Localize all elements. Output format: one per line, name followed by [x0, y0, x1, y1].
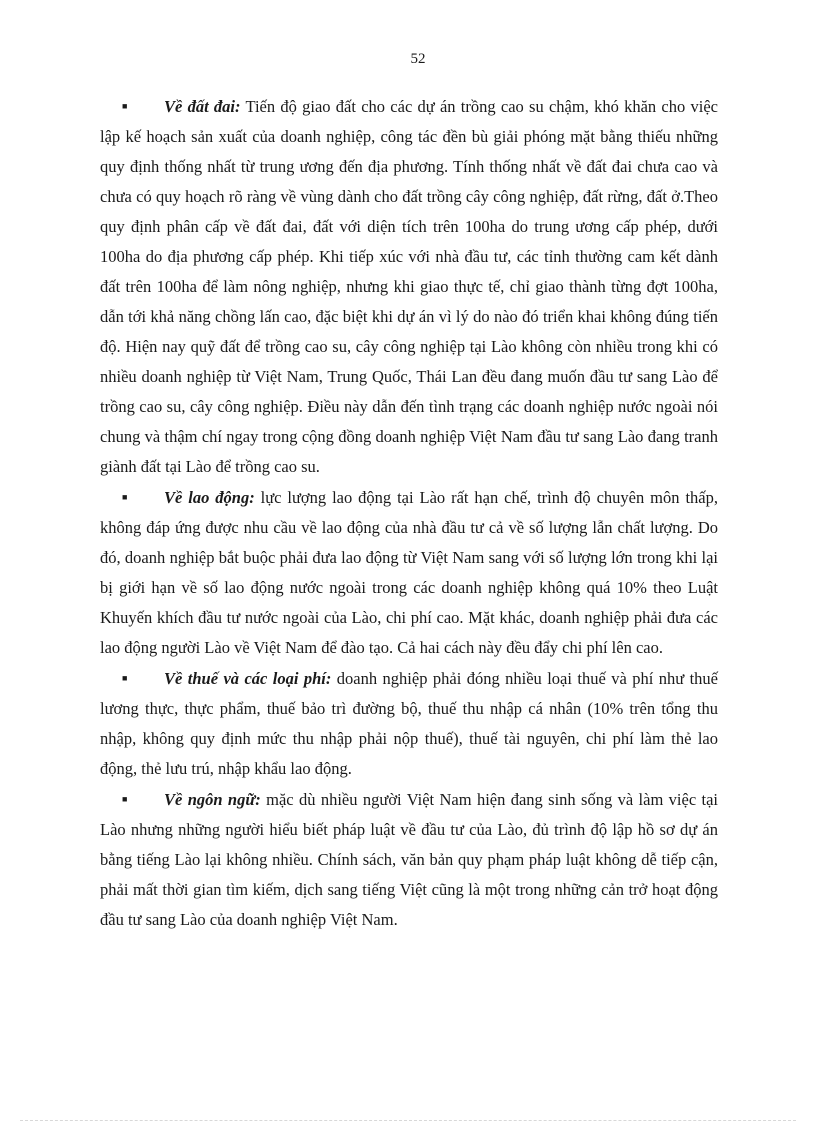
paragraph-text: Tiến độ giao đất cho các dự án trồng cao su chậm, khó khăn cho việc lập kế hoạch sản xuất của doanh nghiệp, công tác đền bù giải phóng mặt bằng thiếu những quy định thống nhất từ trung ương đến địa phương. Tính thống nhất về đất đai chưa cao và chưa có quy hoạch rõ ràng về vùng dành cho đất trồng cây công nghiệp, đất rừng, đất ở.Theo quy định phân cấp về đất đai, đất với diện tích trên 100ha do trung ương cấp phép, dưới 100ha do địa phương cấp phép. Khi tiếp xúc với nhà đầu tư, các tỉnh thường cam kết dành đất trên 100ha để làm nông nghiệp, nhưng khi giao thực tế, chỉ giao thành từng đợt 100ha, dẫn tới khả năng chồng lấn cao, đặc biệt khi dự án vì lý do nào đó triển khai không đúng tiến độ. Hiện nay quỹ đất để trồng cao su, cây công nghiệp tại Lào không còn nhiều trong khi có nhiều doanh nghiệp từ Việt Nam, Trung Quốc, Thái Lan đều đang muốn đầu tư sang Lào để trồng cao su, cây công nghiệp. Điều này dẫn đến tình trạng các doanh nghiệp nước ngoài nói chung và thậm chí ngay trong cộng đồng doanh nghiệp Việt Nam đầu tư sang Lào đang tranh giành đất tại Lào để trồng cao su.: [100, 97, 718, 476]
bullet-square-icon: ■: [122, 101, 128, 111]
page-bottom-divider: [20, 1120, 796, 1121]
paragraph-taxes-fees: [100, 663, 718, 784]
paragraph-text: mặc dù nhiều người Việt Nam hiện đang sinh sống và làm việc tại Lào nhưng những người hiểu biết pháp luật về đầu tư của Lào, đủ trình độ lập hồ sơ dự án bằng tiếng Lào lại không nhiều. Chính sách, văn bản quy phạm pháp luật không dễ tiếp cận, phải mất thời gian tìm kiếm, dịch sang tiếng Việt cũng là một trong những cản trở hoạt động đầu tư sang Lào của doanh nghiệp Việt Nam.: [100, 790, 719, 929]
bullet-square-icon: ■: [122, 794, 128, 804]
paragraph-heading: Về ngôn ngữ:: [164, 790, 261, 809]
paragraph-heading: Về lao động:: [164, 488, 255, 507]
paragraph-language: [100, 784, 718, 935]
paragraph-heading: Về thuế và các loại phí:: [164, 669, 332, 688]
bullet-square-icon: ■: [122, 673, 128, 683]
body-text: [100, 91, 718, 935]
paragraph-heading: Về đất đai:: [164, 97, 241, 116]
paragraph-labor: [100, 482, 718, 663]
page-number: 52: [410, 51, 426, 67]
paragraph-text: lực lượng lao động tại Lào rất hạn chế, trình độ chuyên môn thấp, không đáp ứng được nhu cầu về lao động của nhà đầu tư cả về số lượng lẫn chất lượng. Do đó, doanh nghiệp bắt buộc phải đưa lao động từ Việt Nam sang với số lượng lớn trong khi lại bị giới hạn về số lao động nước ngoài trong các doanh nghiệp không quá 10% theo Luật Khuyến khích đầu tư nước ngoài của Lào, chi phí cao. Mặt khác, doanh nghiệp phải đưa các lao động người Lào về Việt Nam để đào tạo. Cả hai cách này đều đẩy chi phí lên cao.: [100, 488, 718, 657]
paragraph-text: doanh nghiệp phải đóng nhiều loại thuế và phí như thuế lương thực, thực phẩm, thuế bảo trì đường bộ, thuế thu nhập cá nhân (10% trên tổng thu nhập, không quy định mức thu nhập phải nộp thuế), thuế tài nguyên, chi phí làm thẻ lao động, thẻ lưu trú, nhập khẩu lao động.: [100, 669, 718, 778]
bullet-square-icon: ■: [122, 492, 128, 502]
paragraph-land: [100, 91, 718, 482]
